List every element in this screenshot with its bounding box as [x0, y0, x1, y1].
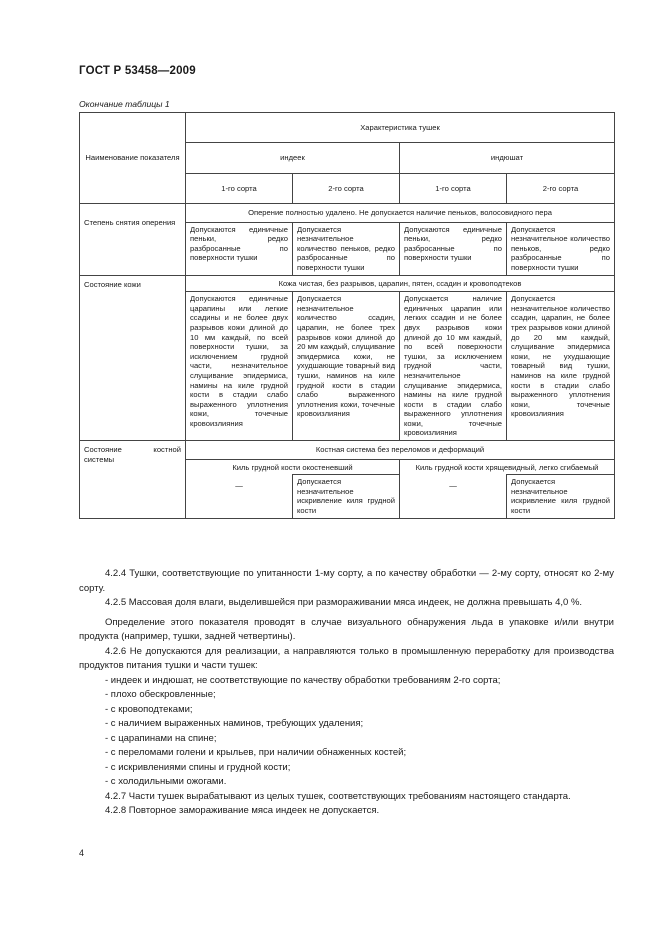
list-item: - плохо обескровленные; [105, 689, 216, 700]
paragraph-4-2-7: 4.2.7 Части тушек вырабатывают из целых тушек, соответствующих требованиям настоящего стандарта. [105, 790, 571, 802]
table-cell: Допускается незначительное количество пеньков, редко разбросанные по поверхности тушки [507, 222, 615, 275]
list-item: - индеек и индюшат, не соответствующие по качеству обработки требованиям 2-го сорта; [105, 674, 501, 686]
row-label: Степень снятия оперения [80, 204, 186, 276]
table-cell: Допускаются единичные пеньки, редко разбросанные по поверхности тушки [400, 222, 507, 275]
sub-header-cartilaginous-keel: Киль грудной кости хрящевидный, легко сгибаемый [400, 459, 615, 475]
characteristic-column-header: Характеристика тушек [186, 113, 615, 143]
body-text [79, 567, 614, 819]
group-header-turkeys: индеек [186, 143, 400, 174]
list-item: - с кровоподтеками; [105, 703, 193, 715]
table-cell: Допускается незначительное количество пеньков, редко разбросанные по поверхности тушки [293, 222, 400, 275]
merged-cell: Кожа чистая, без разрывов, царапин, пятен, ссадин и кровоподтеков [186, 275, 615, 292]
row-label: Состояние кожи [80, 275, 186, 441]
table-cell: Допускается незначительное количество ссадин, царапин, не более трех разрывов кожи длиной до 20 мм каждый, слущивание эпидермиса кожи, не ухудшающие товарный вид тушки, наминов на киле грудной кости в стадии слабо выраженного уплотнения кожи, точечные кровоизлияния [293, 292, 400, 441]
quality-table [79, 112, 615, 519]
sub-header-ossified-keel: Киль грудной кости окостеневший [186, 459, 400, 475]
paragraph-4-2-8: 4.2.8 Повторное замораживание мяса индеек не допускается. [105, 805, 380, 816]
group-header-poults: индюшат [400, 143, 615, 174]
table-row [80, 275, 615, 292]
table-cell: — [400, 475, 507, 518]
table-cell: Допускаются единичные царапины или легкие ссадины и не более двух разрывов кожи длиной до 10 мм каждый, по всей поверхности тушки, за исключением грудной части, незначительное слущивание эпидермиса, намины на киле грудной кости в стадии слабо выраженного уплотнения кожи, точечные кровоизлияния [186, 292, 293, 441]
table-cell: Допускается незначительное искривление киля грудной кости [293, 475, 400, 518]
merged-cell: Костная система без переломов и деформаций [186, 441, 615, 460]
list-item: - с искривлениями спины и грудной кости; [105, 761, 291, 773]
table-cell: Допускается наличие единичных царапин или легких ссадин и не более двух разрывов кожи длиной до 10 мм каждый, по всей поверхности тушки, за исключением грудной части, незначительное слущивание эпидермиса, намины на киле грудной кости в стадии слабо выраженного уплотнения кожи, точечные кровоизлияния [400, 292, 507, 441]
table-cell: — [186, 475, 293, 518]
grade-header: 1-го сорта [400, 174, 507, 204]
grade-header: 1-го сорта [186, 174, 293, 204]
table-cell: Допускается незначительное количество ссадин, царапин, не более трех разрывов кожи длиной до 20 мм каждый, слущивание эпидермиса кожи, не ухудшающие товарный вид тушки, наминов на киле грудной кости в стадии слабо выраженного уплотнения кожи, точечные кровоизлияния [507, 292, 615, 441]
grade-header: 2-го сорта [507, 174, 615, 204]
standard-id: ГОСТ Р 53458—2009 [79, 65, 196, 77]
paragraph-4-2-5: 4.2.5 Массовая доля влаги, выделившейся при размораживании мяса индеек, не должна превышать 4,0 %. [105, 597, 583, 608]
grade-header: 2-го сорта [293, 174, 400, 204]
table-caption: Окончание таблицы 1 [79, 99, 170, 109]
indicator-column-header: Наименование показателя [80, 113, 186, 204]
list-item: - с холодильными ожогами. [105, 776, 227, 787]
merged-cell: Оперение полностью удалено. Не допускается наличие пеньков, волосовидного пера [186, 204, 615, 223]
paragraph-4-2-6: 4.2.6 Не допускаются для реализации, а направляются только в промышленную переработку для производства продуктов питания тушки и части тушек: [79, 645, 614, 671]
table-cell: Допускаются единичные пеньки, редко разбросанные по поверхности тушки [186, 222, 293, 275]
paragraph-4-2-5-note: Определение этого показателя проводят в случае визуального обнаружения льда в упаковке и/или внутри продукта (например, тушки, задней четвертины). [79, 616, 614, 642]
list-item: - с царапинами на спине; [105, 732, 217, 744]
list-item: - с наличием выраженных наминов, требующих удаления; [105, 718, 364, 729]
table-row [80, 441, 615, 460]
list-item: - с переломами голени и крыльев, при наличии обнаженных костей; [105, 747, 407, 758]
row-label: Состояние костной системы [80, 441, 186, 519]
table-row [80, 204, 615, 223]
page-number: 4 [79, 848, 85, 858]
paragraph-4-2-4: 4.2.4 Тушки, соответствующие по упитанности 1-му сорту, а по качеству обработки — 2-му сорту, относят ко 2-му сорту. [79, 568, 614, 594]
table-cell: Допускается незначительное искривление киля грудной кости [507, 475, 615, 518]
